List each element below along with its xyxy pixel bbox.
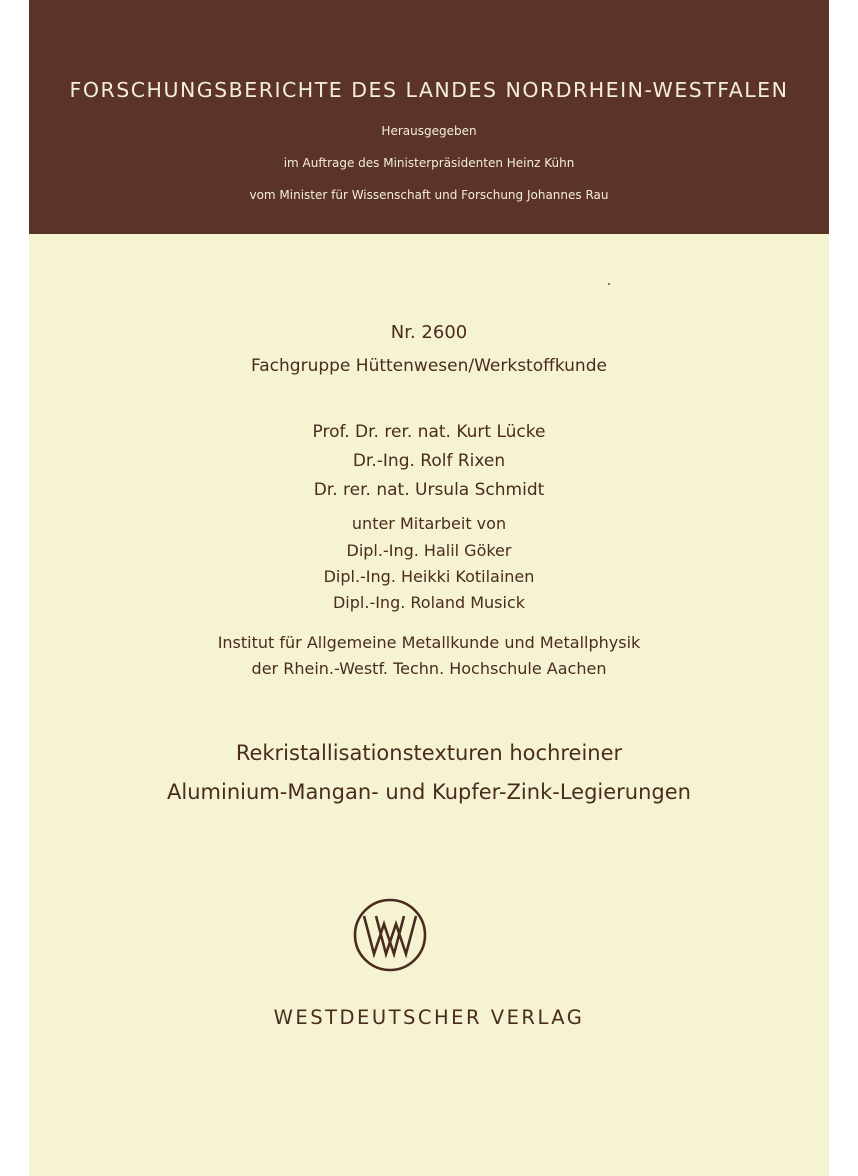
- title-line-1: Rekristallisationstexturen hochreiner: [235, 741, 623, 765]
- header-band: [29, 0, 829, 234]
- collaborator-3: Dipl.-Ing. Roland Musick: [332, 593, 526, 612]
- speck-mark: [608, 283, 610, 285]
- publisher-name: WESTDEUTSCHER VERLAG: [273, 1006, 585, 1029]
- report-number: Nr. 2600: [390, 322, 468, 343]
- collaboration-label: unter Mitarbeit von: [351, 514, 507, 533]
- institute-line-2: der Rhein.-Westf. Techn. Hochschule Aachen: [251, 659, 607, 678]
- author-2: Dr.-Ing. Rolf Rixen: [352, 451, 506, 471]
- collaborator-1: Dipl.-Ing. Halil Göker: [346, 541, 512, 560]
- title-line-2: Aluminium-Mangan- und Kupfer-Zink-Legierungen: [167, 780, 691, 804]
- collaborator-2: Dipl.-Ing. Heikki Kotilainen: [323, 567, 535, 586]
- editor-line-2: im Auftrage des Ministerpräsidenten Heinz Kühn: [283, 156, 575, 170]
- editor-line-3: vom Minister für Wissenschaft und Forschung Johannes Rau: [249, 188, 609, 202]
- editor-line-1: Herausgegeben: [381, 124, 477, 138]
- author-1: Prof. Dr. rer. nat. Kurt Lücke: [312, 422, 546, 442]
- subject-group: Fachgruppe Hüttenwesen/Werkstoffkunde: [251, 356, 607, 376]
- institute-line-1: Institut für Allgemeine Metallkunde und Metallphysik: [217, 633, 641, 652]
- book-cover: [29, 0, 829, 1176]
- author-3: Dr. rer. nat. Ursula Schmidt: [313, 480, 545, 500]
- westdeutscher-verlag-ww-logo-icon: [352, 897, 428, 973]
- series-title: FORSCHUNGSBERICHTE DES LANDES NORDRHEIN-WESTFALEN: [69, 78, 789, 102]
